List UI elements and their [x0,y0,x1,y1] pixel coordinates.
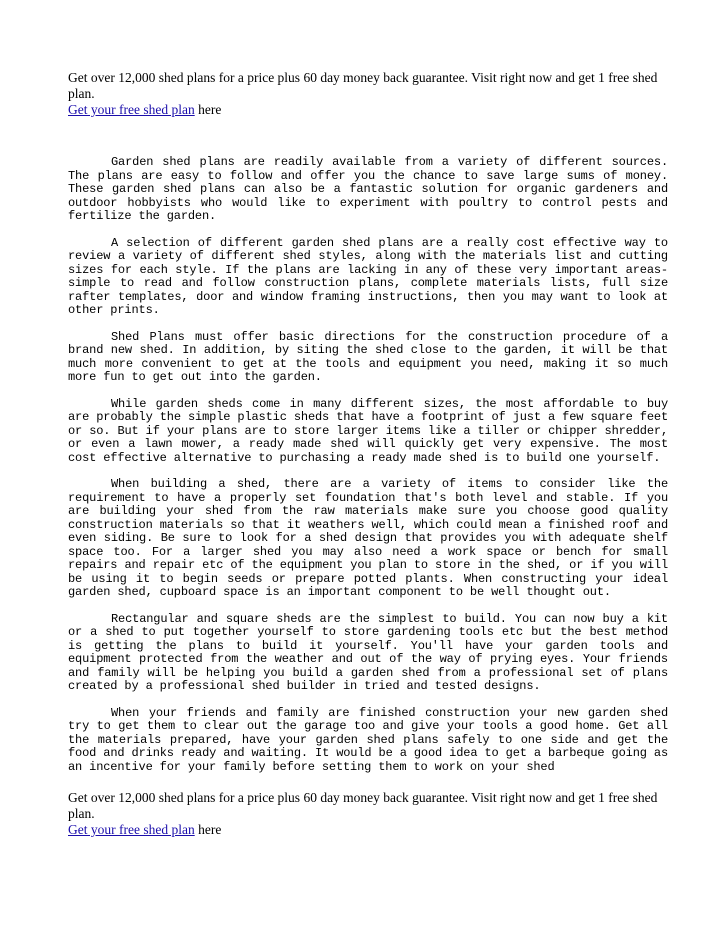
article-paragraph: Shed Plans must offer basic directions for the construction procedure of a brand new shed. In addition, by siting the shed close to the garden, it will be that much more convenient to get at the tools and equipment you need, making it so much more fun to get out into the garden. [68,329,668,384]
promo-link-tail: here [194,822,222,837]
article-paragraph: When your friends and family are finished construction your new garden shed try to get them to clear out the garage too and give your tools a good home. Get all the materials prepared, have your garden shed plans safely to one side and get the food and drinks ready and waiting. It would be a good idea to get a barbeque going as an incentive for your family before setting them to work on your shed [68,705,668,774]
promo-link-line [68,822,668,838]
document-page [68,70,668,838]
promo-link-line [68,102,668,118]
promo-link-tail: here [194,102,222,117]
promo-block-bottom [68,790,668,838]
promo-text: Get over 12,000 shed plans for a price plus 60 day money back guarantee. Visit right now and get 1 free shed plan. [68,70,658,101]
article-paragraph: When building a shed, there are a variety of items to consider like the requirement to have a properly set foundation that's both level and stable. If you are building your shed from the raw materials make sure you choose good quality construction materials so that it weathers well, which could mean a finished roof and even siding. Be sure to look for a shed design that provides you with adequate shelf space too. For a larger shed you may also need a work space or bench for small repairs and repair etc of the equipment you plan to store in the shed, or if you will be using it to begin seeds or prepare potted plants. When constructing your ideal garden shed, cupboard space is an important component to be well thought out. [68,477,668,599]
article-paragraph: A selection of different garden shed plans are a really cost effective way to review a variety of different shed styles, along with the materials list and cutting sizes for each style. If the plans are lacking in any of these very important areas- simple to read and follow construction plans, complete materials lists, full size rafter templates, door and window framing instructions, then you may want to look at other prints. [68,235,668,317]
promo-text: Get over 12,000 shed plans for a price plus 60 day money back guarantee. Visit right now and get 1 free shed plan. [68,790,658,821]
promo-block-top [68,70,668,118]
free-shed-plan-link[interactable]: Get your free shed plan [68,822,195,837]
article-body [68,156,668,774]
article-paragraph: Rectangular and square sheds are the simplest to build. You can now buy a kit or a shed to put together yourself to store gardening tools etc but the best method is getting the plans to build it yourself. You'll have your garden tools and equipment protected from the weather and out of the way of prying eyes. Your friends and family will be helping you build a garden shed from a professional set of plans created by a professional shed builder in tried and tested designs. [68,611,668,693]
article-paragraph: While garden sheds come in many different sizes, the most affordable to buy are probably the simple plastic sheds that have a footprint of just a few square feet or so. But if your plans are to store larger items like a tiller or chipper shredder, or even a lawn mower, a ready made shed will quickly get very expensive. The most cost effective alternative to purchasing a ready made shed is to build one yourself. [68,396,668,465]
article-paragraph: Garden shed plans are readily available from a variety of different sources. The plans are easy to follow and offer you the chance to save large sums of money. These garden shed plans can also be a fantastic solution for organic gardeners and outdoor hobbyists who would like to experiment with poultry to control pests and fertilize the garden. [68,155,668,223]
free-shed-plan-link[interactable]: Get your free shed plan [68,102,195,117]
